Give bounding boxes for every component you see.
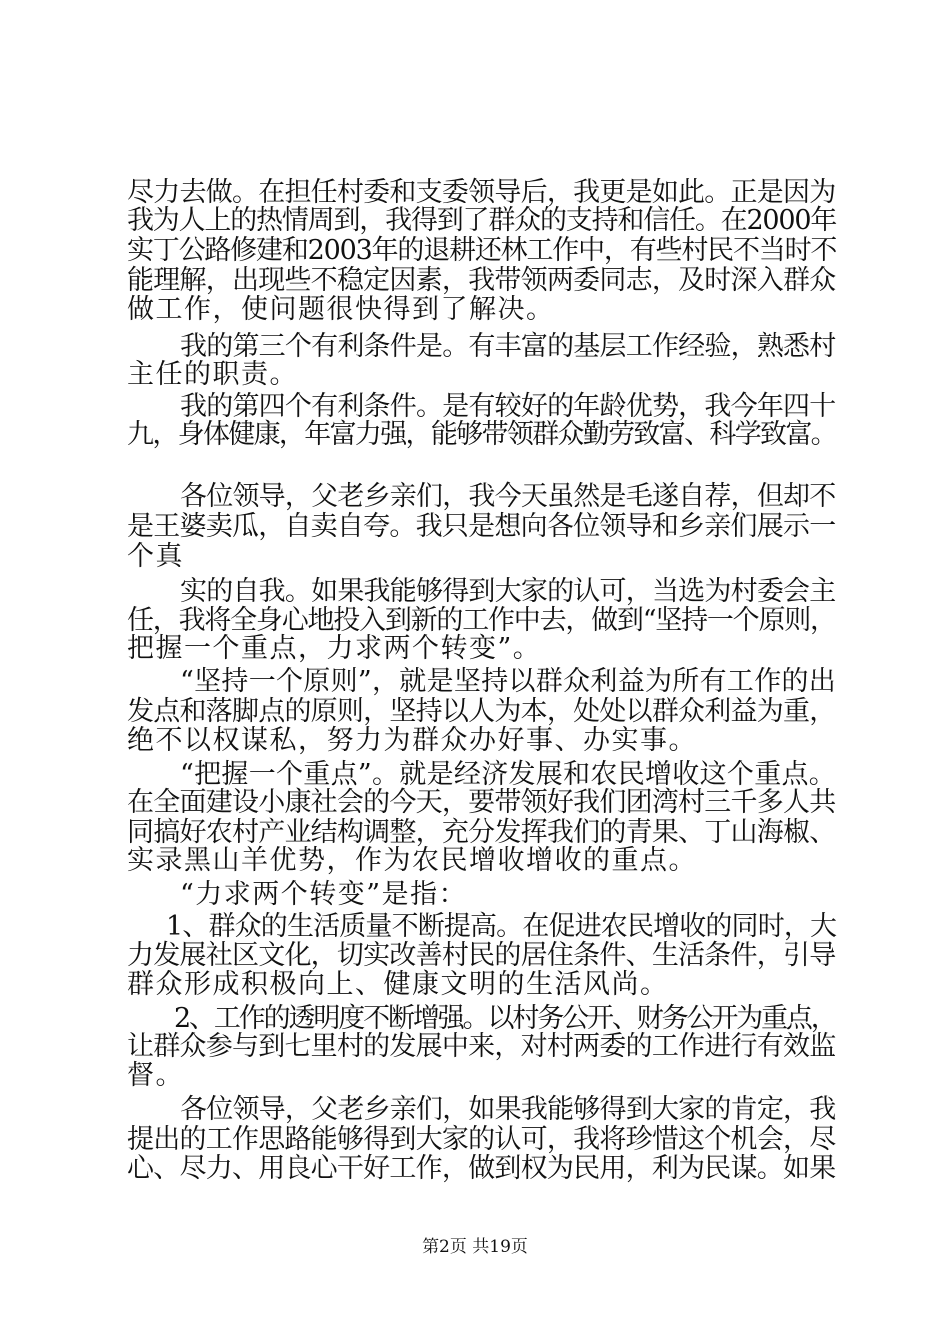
text-line: 各位领导，父老乡亲们，如果我能够得到大家的肯定，我: [180, 1094, 836, 1125]
text-line: 2、工作的透明度不断增强。以村务公开、财务公开为重点，: [174, 1003, 836, 1034]
text-line: 实录黑山羊优势，作为农民增收增收的重点。: [127, 845, 697, 876]
text-line: 实丁公路修建和2003年的退耕还林工作中，有些村民不当时不: [127, 235, 837, 266]
text-line: 力发展社区文化，切实改善村民的居住条件、生活条件，引导: [127, 940, 836, 971]
text-line: 督。: [127, 1060, 184, 1091]
text-line: 个真: [127, 541, 184, 572]
text-line: 同搞好农村产业结构调整，充分发挥我们的青果、丁山海椒、: [127, 817, 836, 848]
text-line: 主任的职责。: [127, 359, 298, 390]
text-line: “坚持一个原则”，就是坚持以群众利益为所有工作的出: [180, 666, 837, 697]
text-line: 尽力去做。在担任村委和支委领导后，我更是如此。正是因为: [127, 177, 836, 208]
text-line: 我的第四个有利条件。是有较好的年龄优势，我今年四十: [180, 391, 836, 422]
text-line: 我为人上的热情周到，我得到了群众的支持和信任。在2000年: [127, 205, 837, 236]
text-line: 任，我将全身心地投入到新的工作中去，做到“坚持一个原则，: [127, 605, 836, 636]
text-line: 心、尽力、用良心干好工作，做到权为民用，利为民谋。如果: [127, 1153, 836, 1184]
text-line: 在全面建设小康社会的今天，要带领好我们团湾村三千多人共: [127, 787, 836, 818]
page-number-footer: 第2页 共19页: [422, 1237, 528, 1257]
text-line: 让群众参与到七里村的发展中来，对村两委的工作进行有效监: [127, 1031, 836, 1062]
text-line: 群众形成积极向上、健康文明的生活风尚。: [127, 969, 669, 1000]
text-line: 1、群众的生活质量不断提高。在促进农民增收的同时，大: [166, 911, 837, 942]
text-line: “把握一个重点”。就是经济发展和农民增收这个重点。: [180, 759, 837, 790]
text-line: 提出的工作思路能够得到大家的认可，我将珍惜这个机会，尽: [127, 1124, 836, 1155]
text-line: 各位领导，父老乡亲们，我今天虽然是毛遂自荐，但却不: [180, 481, 836, 512]
text-line: 是王婆卖瓜，自卖自夸。我只是想向各位领导和乡亲们展示一: [127, 511, 836, 542]
text-line: 绝不以权谋私，努力为群众办好事、办实事。: [127, 725, 697, 756]
text-line: “力求两个转变”是指：: [180, 879, 468, 910]
text-line: 做工作，使问题很快得到了解决。: [127, 294, 555, 325]
text-line: 发点和落脚点的原则，坚持以人为本，处处以群众利益为重，: [127, 696, 836, 727]
text-line: 九，身体健康，年富力强，能够带领群众勤劳致富、科学致富。: [127, 419, 836, 450]
text-line: 能理解，出现些不稳定因素，我带领两委同志，及时深入群众: [127, 265, 836, 296]
text-line: 把握一个重点，力求两个转变”。: [127, 633, 542, 664]
text-line: 实的自我。如果我能够得到大家的认可，当选为村委会主: [180, 576, 836, 607]
text-line: 我的第三个有利条件是。有丰富的基层工作经验，熟悉村: [180, 331, 836, 362]
